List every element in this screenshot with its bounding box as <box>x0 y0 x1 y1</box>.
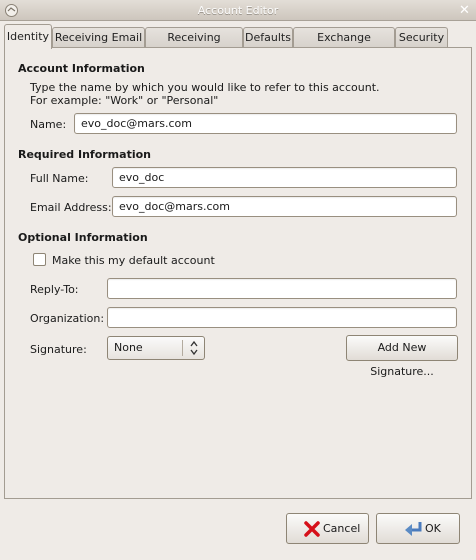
organization-label: Organization: <box>30 312 105 325</box>
close-icon[interactable]: ✕ <box>459 3 470 18</box>
reply-to-input[interactable] <box>107 278 457 299</box>
organization-input[interactable] <box>107 307 457 328</box>
account-info-description: Type the name by which you would like to refer to this account. <box>30 81 380 94</box>
signature-label: Signature: <box>30 343 87 356</box>
full-name-label: Full Name: <box>30 172 89 185</box>
tab-exchange-settings[interactable] <box>293 27 395 48</box>
add-new-signature-button[interactable]: Add New Signature... <box>346 335 458 361</box>
account-info-example: For example: "Work" or "Personal" <box>30 94 219 107</box>
signature-select[interactable] <box>107 336 205 360</box>
cancel-x-icon <box>303 520 321 538</box>
tab-label: Defaults <box>245 31 291 44</box>
title-bar[interactable] <box>0 0 476 21</box>
tab-security[interactable] <box>395 27 448 48</box>
account-info-heading: Account Information <box>18 62 145 75</box>
ok-button[interactable] <box>376 513 460 544</box>
tab-receiving-email[interactable] <box>52 27 145 48</box>
tab-label: Exchange <box>317 31 371 44</box>
app-icon <box>4 3 19 18</box>
enter-arrow-icon <box>403 520 425 538</box>
optional-info-heading: Optional Information <box>18 231 148 244</box>
tab-label: Security <box>398 31 445 44</box>
tab-label: Receiving Email <box>54 31 143 44</box>
email-address-label: Email Address: <box>30 201 112 214</box>
tab-receiving-options[interactable] <box>145 27 243 48</box>
up-down-arrows-icon <box>188 339 200 357</box>
tab-identity[interactable] <box>4 24 52 49</box>
name-label: Name: <box>30 118 67 131</box>
tab-defaults[interactable] <box>243 27 293 48</box>
email-address-input[interactable]: evo_doc@mars.com <box>112 196 457 217</box>
cancel-label: Cancel <box>323 522 361 535</box>
required-info-heading: Required Information <box>18 148 151 161</box>
default-account-label[interactable]: Make this my default account <box>52 254 215 267</box>
cancel-button[interactable] <box>286 513 369 544</box>
signature-selected-value: None <box>114 341 143 354</box>
window-title: Account Editor <box>197 4 279 17</box>
ok-label: OK <box>425 522 441 535</box>
name-input[interactable]: evo_doc@mars.com <box>74 113 457 134</box>
combo-separator <box>182 340 183 356</box>
tab-label: Receiving <box>167 31 221 44</box>
tab-label: Identity <box>6 30 50 43</box>
full-name-input[interactable]: evo_doc <box>112 167 457 188</box>
reply-to-label: Reply-To: <box>30 283 79 296</box>
default-account-checkbox[interactable] <box>33 253 46 266</box>
